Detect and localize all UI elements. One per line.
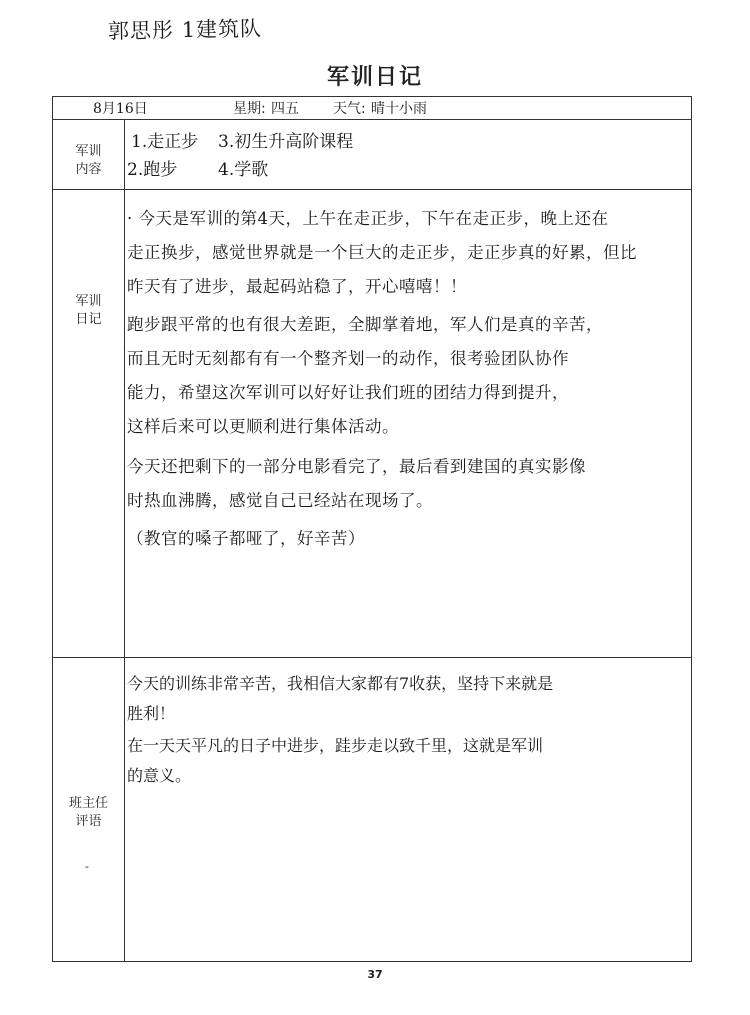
page-number: 37 (367, 968, 383, 981)
training-label: 军训 内容 (75, 144, 102, 177)
weather-value: 晴十小雨 (371, 101, 427, 117)
diary-line: 今天还把剩下的一部分电影看完了，最后看到建国的真实影像 (127, 457, 586, 476)
training-item-3: 3.初生升高阶课程 (218, 132, 354, 152)
diary-line: 这样后来可以更顺利进行集体活动。 (127, 417, 399, 436)
diary-line: · 今天是军训的第4天，上午在走正步，下午在走正步，晚上还在 (127, 209, 609, 228)
diary-line: 走正换步，感觉世界就是一个巨大的走正步，走正步真的好累，但比 (127, 243, 637, 262)
row-divider (53, 657, 691, 658)
comment-line: 今天的训练非常辛苦，我相信大家都有7收获，坚持下来就是 (127, 674, 554, 693)
weather-label: 天气: (333, 101, 366, 117)
diary-line: 时热血沸腾，感觉自己已经站在现场了。 (127, 491, 433, 510)
diary-label: 军训 日记 (75, 294, 102, 327)
column-divider (124, 119, 125, 961)
diary-line: 昨天有了进步，最起码站稳了，开心嘻嘻！！ (127, 277, 467, 296)
diary-line: 而且无时无刻都有有一个整齐划一的动作，很考验团队协作 (127, 349, 569, 368)
comment-line: 在一天天平凡的日子中进步，跬步走以致千里，这就是军训 (127, 736, 544, 755)
dash-mark: - (85, 860, 89, 873)
training-item-1: 1.走正步 (131, 132, 199, 152)
diary-line: （教官的嗓子都哑了，好辛苦） (127, 529, 365, 548)
training-item-2: 2.跑步 (127, 160, 178, 180)
comment-line: 的意义。 (127, 766, 192, 785)
date-value: 8月16日 (93, 101, 148, 117)
student-name: 郭思彤 1建筑队 (107, 16, 263, 44)
weekday-value: 四五 (271, 101, 299, 117)
row-divider (53, 189, 691, 190)
diary-line: 能力，希望这次军训可以好好让我们班的团结力得到提升， (127, 383, 569, 402)
teacher-comment-label: 班主任 评语 (68, 796, 108, 829)
diary-table (52, 96, 692, 962)
weekday-label: 星期: (233, 101, 266, 117)
page-title: 军训日记 (326, 65, 423, 90)
training-item-4: 4.学歌 (218, 160, 269, 180)
row-divider (53, 119, 691, 120)
comment-line: 胜利！ (127, 704, 176, 723)
diary-line: 跑步跟平常的也有很大差距，全脚掌着地，军人们是真的辛苦， (127, 315, 603, 334)
